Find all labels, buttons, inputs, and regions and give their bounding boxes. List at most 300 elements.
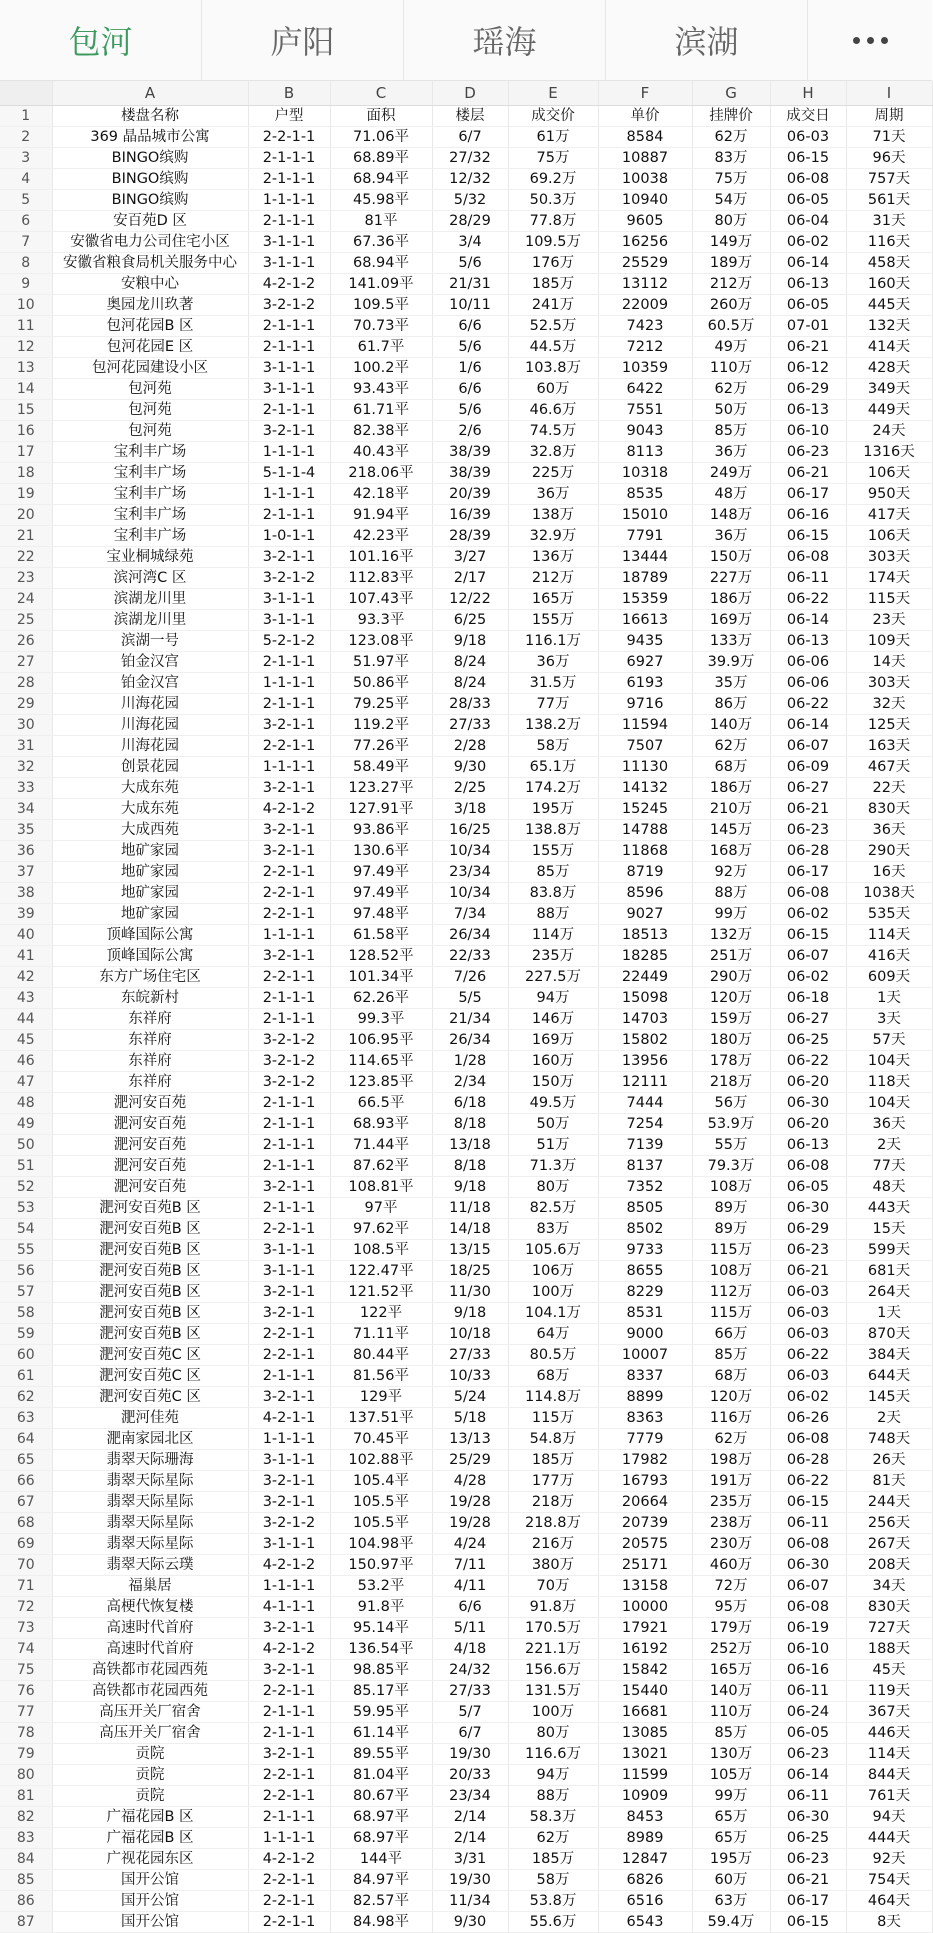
table-cell[interactable]: 121.52平 [330, 1282, 432, 1303]
table-cell[interactable]: 3-2-1-1 [248, 1660, 330, 1681]
row-number[interactable]: 44 [0, 1009, 52, 1030]
table-cell[interactable]: 8655 [598, 1261, 692, 1282]
table-cell[interactable]: 16613 [598, 610, 692, 631]
table-cell[interactable]: 116万 [692, 1408, 770, 1429]
table-cell[interactable]: 06-23 [770, 442, 846, 463]
table-cell[interactable]: 广福花园B 区 [52, 1807, 248, 1828]
table-cell[interactable]: 3/27 [432, 547, 508, 568]
table-cell[interactable]: 3-2-1-1 [248, 1282, 330, 1303]
table-cell[interactable]: 11594 [598, 715, 692, 736]
table-cell[interactable]: 80.5万 [508, 1345, 598, 1366]
table-cell[interactable]: 4-2-1-2 [248, 1639, 330, 1660]
table-cell[interactable]: 57天 [846, 1030, 932, 1051]
header-cell[interactable]: 成交日 [770, 106, 846, 127]
table-cell[interactable]: 1-1-1-1 [248, 1576, 330, 1597]
table-cell[interactable]: 06-30 [770, 1807, 846, 1828]
table-cell[interactable]: 9435 [598, 631, 692, 652]
table-cell[interactable]: 104天 [846, 1051, 932, 1072]
table-cell[interactable]: 东祥府 [52, 1072, 248, 1093]
table-cell[interactable]: 06-16 [770, 505, 846, 526]
table-cell[interactable]: 7507 [598, 736, 692, 757]
table-cell[interactable]: 130万 [692, 1744, 770, 1765]
tab-luyang[interactable]: 庐阳 [202, 0, 404, 80]
table-cell[interactable]: 103.8万 [508, 358, 598, 379]
table-cell[interactable]: 06-17 [770, 862, 846, 883]
table-cell[interactable]: 11599 [598, 1765, 692, 1786]
table-cell[interactable]: 8989 [598, 1828, 692, 1849]
table-cell[interactable]: 8453 [598, 1807, 692, 1828]
table-cell[interactable]: 1316天 [846, 442, 932, 463]
table-cell[interactable]: 42.23平 [330, 526, 432, 547]
table-cell[interactable]: 3-1-1-1 [248, 1450, 330, 1471]
table-cell[interactable]: 150万 [508, 1072, 598, 1093]
table-cell[interactable]: 2-1-1-1 [248, 988, 330, 1009]
table-cell[interactable]: 淝河安百苑 [52, 1135, 248, 1156]
table-cell[interactable]: 4/28 [432, 1471, 508, 1492]
table-cell[interactable]: 60万 [508, 379, 598, 400]
table-cell[interactable]: 淝河安百苑C 区 [52, 1366, 248, 1387]
table-cell[interactable]: 3-2-1-1 [248, 1471, 330, 1492]
table-cell[interactable]: 94天 [846, 1807, 932, 1828]
table-cell[interactable]: 25/29 [432, 1450, 508, 1471]
table-cell[interactable]: 467天 [846, 757, 932, 778]
table-cell[interactable]: 106天 [846, 463, 932, 484]
table-cell[interactable]: 230万 [692, 1534, 770, 1555]
table-cell[interactable]: 68万 [508, 1366, 598, 1387]
table-cell[interactable]: 384天 [846, 1345, 932, 1366]
table-cell[interactable]: 顶峰国际公寓 [52, 925, 248, 946]
table-cell[interactable]: 06-22 [770, 589, 846, 610]
table-cell[interactable]: 128.52平 [330, 946, 432, 967]
table-cell[interactable]: 06-21 [770, 1870, 846, 1891]
table-cell[interactable]: 191万 [692, 1471, 770, 1492]
table-cell[interactable]: 15440 [598, 1681, 692, 1702]
table-cell[interactable]: 3-2-1-2 [248, 1513, 330, 1534]
table-cell[interactable]: 290天 [846, 841, 932, 862]
table-cell[interactable]: 10887 [598, 148, 692, 169]
table-cell[interactable]: 3-2-1-1 [248, 778, 330, 799]
table-cell[interactable]: 4-2-1-2 [248, 1849, 330, 1870]
row-number[interactable]: 70 [0, 1555, 52, 1576]
row-number[interactable]: 4 [0, 169, 52, 190]
table-cell[interactable]: 8531 [598, 1303, 692, 1324]
table-cell[interactable]: 16192 [598, 1639, 692, 1660]
table-cell[interactable]: 1-1-1-1 [248, 1429, 330, 1450]
table-cell[interactable]: 97.48平 [330, 904, 432, 925]
table-cell[interactable]: 8/24 [432, 673, 508, 694]
row-number[interactable]: 61 [0, 1366, 52, 1387]
table-cell[interactable]: 13021 [598, 1744, 692, 1765]
table-cell[interactable]: 地矿家园 [52, 883, 248, 904]
table-cell[interactable]: 06-11 [770, 568, 846, 589]
table-cell[interactable]: 235万 [508, 946, 598, 967]
row-number[interactable]: 19 [0, 484, 52, 505]
table-cell[interactable]: 12847 [598, 1849, 692, 1870]
table-cell[interactable]: 4-2-1-1 [248, 1408, 330, 1429]
table-cell[interactable]: 滨湖一号 [52, 631, 248, 652]
table-cell[interactable]: 10909 [598, 1786, 692, 1807]
header-cell[interactable]: 成交价 [508, 106, 598, 127]
table-cell[interactable]: 06-23 [770, 1240, 846, 1261]
table-cell[interactable]: 06-04 [770, 211, 846, 232]
table-cell[interactable]: 06-21 [770, 1261, 846, 1282]
row-number[interactable]: 3 [0, 148, 52, 169]
table-cell[interactable]: 2-1-1-1 [248, 1156, 330, 1177]
table-cell[interactable]: 27/33 [432, 1681, 508, 1702]
table-cell[interactable]: 安徽省电力公司住宅小区 [52, 232, 248, 253]
table-cell[interactable]: 106天 [846, 526, 932, 547]
table-cell[interactable]: 446天 [846, 1723, 932, 1744]
table-cell[interactable]: 06-13 [770, 1135, 846, 1156]
table-cell[interactable]: 高速时代首府 [52, 1639, 248, 1660]
column-letter-I[interactable]: I [846, 81, 932, 106]
table-cell[interactable]: 10940 [598, 190, 692, 211]
table-cell[interactable]: 61万 [508, 127, 598, 148]
table-cell[interactable]: 84.98平 [330, 1912, 432, 1933]
table-cell[interactable]: 109.5万 [508, 232, 598, 253]
table-cell[interactable]: 06-02 [770, 1387, 846, 1408]
table-cell[interactable]: 131.5万 [508, 1681, 598, 1702]
table-cell[interactable]: 包河苑 [52, 379, 248, 400]
table-cell[interactable]: 40.43平 [330, 442, 432, 463]
table-cell[interactable]: 761天 [846, 1786, 932, 1807]
table-cell[interactable]: 06-05 [770, 1177, 846, 1198]
table-cell[interactable]: 168万 [692, 841, 770, 862]
header-cell[interactable]: 面积 [330, 106, 432, 127]
table-cell[interactable]: 104天 [846, 1093, 932, 1114]
table-cell[interactable]: 77.26平 [330, 736, 432, 757]
table-cell[interactable]: 06-11 [770, 1786, 846, 1807]
table-cell[interactable]: 120万 [692, 988, 770, 1009]
table-cell[interactable]: 108.81平 [330, 1177, 432, 1198]
table-cell[interactable]: 416天 [846, 946, 932, 967]
table-cell[interactable]: 宝利丰广场 [52, 463, 248, 484]
table-cell[interactable]: 7/11 [432, 1555, 508, 1576]
table-cell[interactable]: 123.08平 [330, 631, 432, 652]
table-cell[interactable]: 114天 [846, 925, 932, 946]
table-cell[interactable]: 108.5平 [330, 1240, 432, 1261]
table-cell[interactable]: 7/26 [432, 967, 508, 988]
table-cell[interactable]: 2-2-1-1 [248, 904, 330, 925]
table-cell[interactable]: 58万 [508, 1870, 598, 1891]
column-letter-F[interactable]: F [598, 81, 692, 106]
table-cell[interactable]: 32天 [846, 694, 932, 715]
table-cell[interactable]: 06-08 [770, 1156, 846, 1177]
table-cell[interactable]: 94万 [508, 1765, 598, 1786]
row-number[interactable]: 52 [0, 1177, 52, 1198]
table-cell[interactable]: 129平 [330, 1387, 432, 1408]
table-cell[interactable]: 淝河安百苑 [52, 1156, 248, 1177]
table-cell[interactable]: 铂金汉宫 [52, 652, 248, 673]
table-cell[interactable]: 安百苑D 区 [52, 211, 248, 232]
table-cell[interactable]: 71.06平 [330, 127, 432, 148]
row-number[interactable]: 47 [0, 1072, 52, 1093]
row-number[interactable]: 39 [0, 904, 52, 925]
row-number[interactable]: 10 [0, 295, 52, 316]
table-cell[interactable]: 13085 [598, 1723, 692, 1744]
table-cell[interactable]: 830天 [846, 799, 932, 820]
table-cell[interactable]: 42.18平 [330, 484, 432, 505]
table-cell[interactable]: 7212 [598, 337, 692, 358]
table-cell[interactable]: 5/7 [432, 1702, 508, 1723]
table-cell[interactable]: 264天 [846, 1282, 932, 1303]
table-cell[interactable]: 06-30 [770, 1198, 846, 1219]
table-cell[interactable]: 82.57平 [330, 1891, 432, 1912]
table-cell[interactable]: 贡院 [52, 1744, 248, 1765]
table-cell[interactable]: 06-08 [770, 169, 846, 190]
table-cell[interactable]: 25171 [598, 1555, 692, 1576]
table-cell[interactable]: 11/30 [432, 1282, 508, 1303]
table-cell[interactable]: 417天 [846, 505, 932, 526]
table-cell[interactable]: 川海花园 [52, 736, 248, 757]
table-cell[interactable]: 105万 [692, 1765, 770, 1786]
table-cell[interactable]: 12/32 [432, 169, 508, 190]
table-cell[interactable]: 滨河湾C 区 [52, 568, 248, 589]
table-cell[interactable]: 地矿家园 [52, 841, 248, 862]
table-cell[interactable]: 14703 [598, 1009, 692, 1030]
table-cell[interactable]: 225万 [508, 463, 598, 484]
table-cell[interactable]: 26/34 [432, 925, 508, 946]
row-number[interactable]: 48 [0, 1093, 52, 1114]
row-number[interactable]: 36 [0, 841, 52, 862]
table-cell[interactable]: 195万 [508, 799, 598, 820]
table-cell[interactable]: 21/31 [432, 274, 508, 295]
table-cell[interactable]: 3-2-1-1 [248, 1744, 330, 1765]
table-cell[interactable]: 06-17 [770, 484, 846, 505]
table-cell[interactable]: 6516 [598, 1891, 692, 1912]
table-cell[interactable]: 79.25平 [330, 694, 432, 715]
table-cell[interactable]: 68.94平 [330, 169, 432, 190]
table-cell[interactable]: 170.5万 [508, 1618, 598, 1639]
table-cell[interactable]: 108万 [692, 1261, 770, 1282]
table-cell[interactable]: 144平 [330, 1849, 432, 1870]
table-cell[interactable]: 83万 [692, 148, 770, 169]
table-cell[interactable]: 48万 [692, 484, 770, 505]
row-number[interactable]: 78 [0, 1723, 52, 1744]
table-cell[interactable]: 06-08 [770, 1534, 846, 1555]
table-cell[interactable]: 599天 [846, 1240, 932, 1261]
table-cell[interactable]: 4-2-1-2 [248, 274, 330, 295]
table-cell[interactable]: 950天 [846, 484, 932, 505]
row-number[interactable]: 51 [0, 1156, 52, 1177]
table-cell[interactable]: 58.3万 [508, 1807, 598, 1828]
table-cell[interactable]: 06-22 [770, 694, 846, 715]
table-cell[interactable]: 727天 [846, 1618, 932, 1639]
table-cell[interactable]: 大成东苑 [52, 799, 248, 820]
table-cell[interactable]: 155万 [508, 610, 598, 631]
table-cell[interactable]: 102.88平 [330, 1450, 432, 1471]
table-cell[interactable]: 138万 [508, 505, 598, 526]
table-cell[interactable]: 国开公馆 [52, 1870, 248, 1891]
row-number[interactable]: 71 [0, 1576, 52, 1597]
header-cell[interactable]: 楼盘名称 [52, 106, 248, 127]
table-cell[interactable]: 16天 [846, 862, 932, 883]
table-cell[interactable]: 99万 [692, 904, 770, 925]
row-number[interactable]: 83 [0, 1828, 52, 1849]
table-cell[interactable]: 06-15 [770, 148, 846, 169]
table-cell[interactable]: 79.3万 [692, 1156, 770, 1177]
table-cell[interactable]: 114万 [508, 925, 598, 946]
table-cell[interactable]: 东皖新村 [52, 988, 248, 1009]
header-cell[interactable]: 单价 [598, 106, 692, 127]
row-number[interactable]: 1 [0, 106, 52, 127]
table-cell[interactable]: 20575 [598, 1534, 692, 1555]
more-icon[interactable] [808, 0, 932, 80]
table-cell[interactable]: 06-13 [770, 631, 846, 652]
table-cell[interactable]: 滨湖龙川里 [52, 610, 248, 631]
table-cell[interactable]: 77万 [508, 694, 598, 715]
table-cell[interactable]: 2/14 [432, 1828, 508, 1849]
table-cell[interactable]: 06-07 [770, 736, 846, 757]
table-cell[interactable]: 1/28 [432, 1051, 508, 1072]
table-cell[interactable]: 5/6 [432, 337, 508, 358]
table-cell[interactable]: 62万 [692, 127, 770, 148]
table-cell[interactable]: 50万 [508, 1114, 598, 1135]
table-cell[interactable]: 109天 [846, 631, 932, 652]
table-cell[interactable]: 110万 [692, 358, 770, 379]
table-cell[interactable]: 186万 [692, 589, 770, 610]
table-cell[interactable]: 14天 [846, 652, 932, 673]
table-cell[interactable]: 2-1-1-1 [248, 337, 330, 358]
table-cell[interactable]: 754天 [846, 1870, 932, 1891]
table-cell[interactable]: 06-05 [770, 190, 846, 211]
row-number[interactable]: 12 [0, 337, 52, 358]
table-cell[interactable]: 681天 [846, 1261, 932, 1282]
table-cell[interactable]: 06-28 [770, 1450, 846, 1471]
table-cell[interactable]: 116天 [846, 232, 932, 253]
table-cell[interactable]: 4/18 [432, 1639, 508, 1660]
table-cell[interactable]: 1-1-1-1 [248, 673, 330, 694]
table-cell[interactable]: 2天 [846, 1408, 932, 1429]
table-cell[interactable]: 淝河安百苑B 区 [52, 1324, 248, 1345]
table-cell[interactable]: 165万 [508, 589, 598, 610]
row-number[interactable]: 41 [0, 946, 52, 967]
row-number[interactable]: 79 [0, 1744, 52, 1765]
table-cell[interactable]: 06-20 [770, 1072, 846, 1093]
table-cell[interactable]: 844天 [846, 1765, 932, 1786]
table-cell[interactable]: 28/33 [432, 694, 508, 715]
table-cell[interactable]: 80万 [692, 211, 770, 232]
table-cell[interactable]: 顶峰国际公寓 [52, 946, 248, 967]
table-cell[interactable]: 3-2-1-1 [248, 946, 330, 967]
table-cell[interactable]: 210万 [692, 799, 770, 820]
row-number[interactable]: 85 [0, 1870, 52, 1891]
table-cell[interactable]: 94万 [508, 988, 598, 1009]
table-cell[interactable]: 64万 [508, 1324, 598, 1345]
table-cell[interactable]: 包河花园B 区 [52, 316, 248, 337]
table-cell[interactable]: 93.86平 [330, 820, 432, 841]
table-cell[interactable]: 149万 [692, 232, 770, 253]
table-cell[interactable]: 06-15 [770, 526, 846, 547]
table-cell[interactable]: 63万 [692, 1891, 770, 1912]
table-cell[interactable]: 186万 [692, 778, 770, 799]
table-cell[interactable]: 92天 [846, 1849, 932, 1870]
table-cell[interactable]: 3-2-1-2 [248, 1051, 330, 1072]
table-cell[interactable]: 155万 [508, 841, 598, 862]
table-cell[interactable]: 东方广场住宅区 [52, 967, 248, 988]
table-cell[interactable]: 3-2-1-1 [248, 715, 330, 736]
table-cell[interactable]: 2-2-1-1 [248, 127, 330, 148]
table-cell[interactable]: 59.4万 [692, 1912, 770, 1933]
table-cell[interactable]: 高铁都市花园西苑 [52, 1660, 248, 1681]
table-cell[interactable]: 23/34 [432, 1786, 508, 1807]
tab-binhu[interactable]: 滨湖 [606, 0, 808, 80]
table-cell[interactable]: 2-2-1-1 [248, 1765, 330, 1786]
row-number[interactable]: 67 [0, 1492, 52, 1513]
table-cell[interactable]: 06-14 [770, 253, 846, 274]
table-cell[interactable]: 1-1-1-1 [248, 925, 330, 946]
table-cell[interactable]: 15010 [598, 505, 692, 526]
table-cell[interactable]: 28/29 [432, 211, 508, 232]
row-number[interactable]: 63 [0, 1408, 52, 1429]
row-number[interactable]: 50 [0, 1135, 52, 1156]
table-cell[interactable]: 85万 [692, 1345, 770, 1366]
table-cell[interactable]: 122.47平 [330, 1261, 432, 1282]
row-number[interactable]: 66 [0, 1471, 52, 1492]
table-cell[interactable]: 97.49平 [330, 883, 432, 904]
table-cell[interactable]: 国开公馆 [52, 1912, 248, 1933]
row-number[interactable]: 15 [0, 400, 52, 421]
table-cell[interactable]: 翡翠天际星际 [52, 1513, 248, 1534]
table-cell[interactable]: 5-1-1-4 [248, 463, 330, 484]
table-cell[interactable]: 106万 [508, 1261, 598, 1282]
table-cell[interactable]: 71.3万 [508, 1156, 598, 1177]
table-cell[interactable]: 443天 [846, 1198, 932, 1219]
table-cell[interactable]: BINGO缤购 [52, 148, 248, 169]
table-cell[interactable]: 101.34平 [330, 967, 432, 988]
table-cell[interactable]: 高压开关厂宿舍 [52, 1702, 248, 1723]
tab-baohe[interactable]: 包河 [0, 0, 202, 80]
table-cell[interactable]: 100万 [508, 1282, 598, 1303]
table-cell[interactable]: 77天 [846, 1156, 932, 1177]
table-cell[interactable]: 36万 [692, 526, 770, 547]
row-number[interactable]: 21 [0, 526, 52, 547]
table-cell[interactable]: 9043 [598, 421, 692, 442]
table-cell[interactable]: 123.85平 [330, 1072, 432, 1093]
table-cell[interactable]: 748天 [846, 1429, 932, 1450]
table-cell[interactable]: 贡院 [52, 1786, 248, 1807]
table-cell[interactable]: 6/25 [432, 610, 508, 631]
table-cell[interactable]: 06-10 [770, 421, 846, 442]
table-cell[interactable]: 150万 [692, 547, 770, 568]
table-cell[interactable]: 2-1-1-1 [248, 1702, 330, 1723]
table-cell[interactable]: 9/18 [432, 631, 508, 652]
table-cell[interactable]: 2-2-1-1 [248, 1786, 330, 1807]
table-cell[interactable]: 19/30 [432, 1744, 508, 1765]
table-cell[interactable]: 8363 [598, 1408, 692, 1429]
table-cell[interactable]: 414天 [846, 337, 932, 358]
table-cell[interactable]: 6/7 [432, 1723, 508, 1744]
table-cell[interactable]: 2-1-1-1 [248, 211, 330, 232]
table-cell[interactable]: 830天 [846, 1597, 932, 1618]
row-number[interactable]: 35 [0, 820, 52, 841]
table-cell[interactable]: 06-02 [770, 232, 846, 253]
table-cell[interactable]: 105.5平 [330, 1492, 432, 1513]
table-cell[interactable]: 216万 [508, 1534, 598, 1555]
row-number[interactable]: 54 [0, 1219, 52, 1240]
row-number[interactable]: 8 [0, 253, 52, 274]
row-number[interactable]: 69 [0, 1534, 52, 1555]
table-cell[interactable]: 449天 [846, 400, 932, 421]
table-cell[interactable]: 251万 [692, 946, 770, 967]
table-cell[interactable]: 06-03 [770, 1366, 846, 1387]
table-cell[interactable]: 3-2-1-1 [248, 421, 330, 442]
table-cell[interactable]: 38/39 [432, 442, 508, 463]
row-number[interactable]: 59 [0, 1324, 52, 1345]
row-number[interactable]: 74 [0, 1639, 52, 1660]
table-cell[interactable]: 7551 [598, 400, 692, 421]
table-cell[interactable]: 115万 [692, 1303, 770, 1324]
